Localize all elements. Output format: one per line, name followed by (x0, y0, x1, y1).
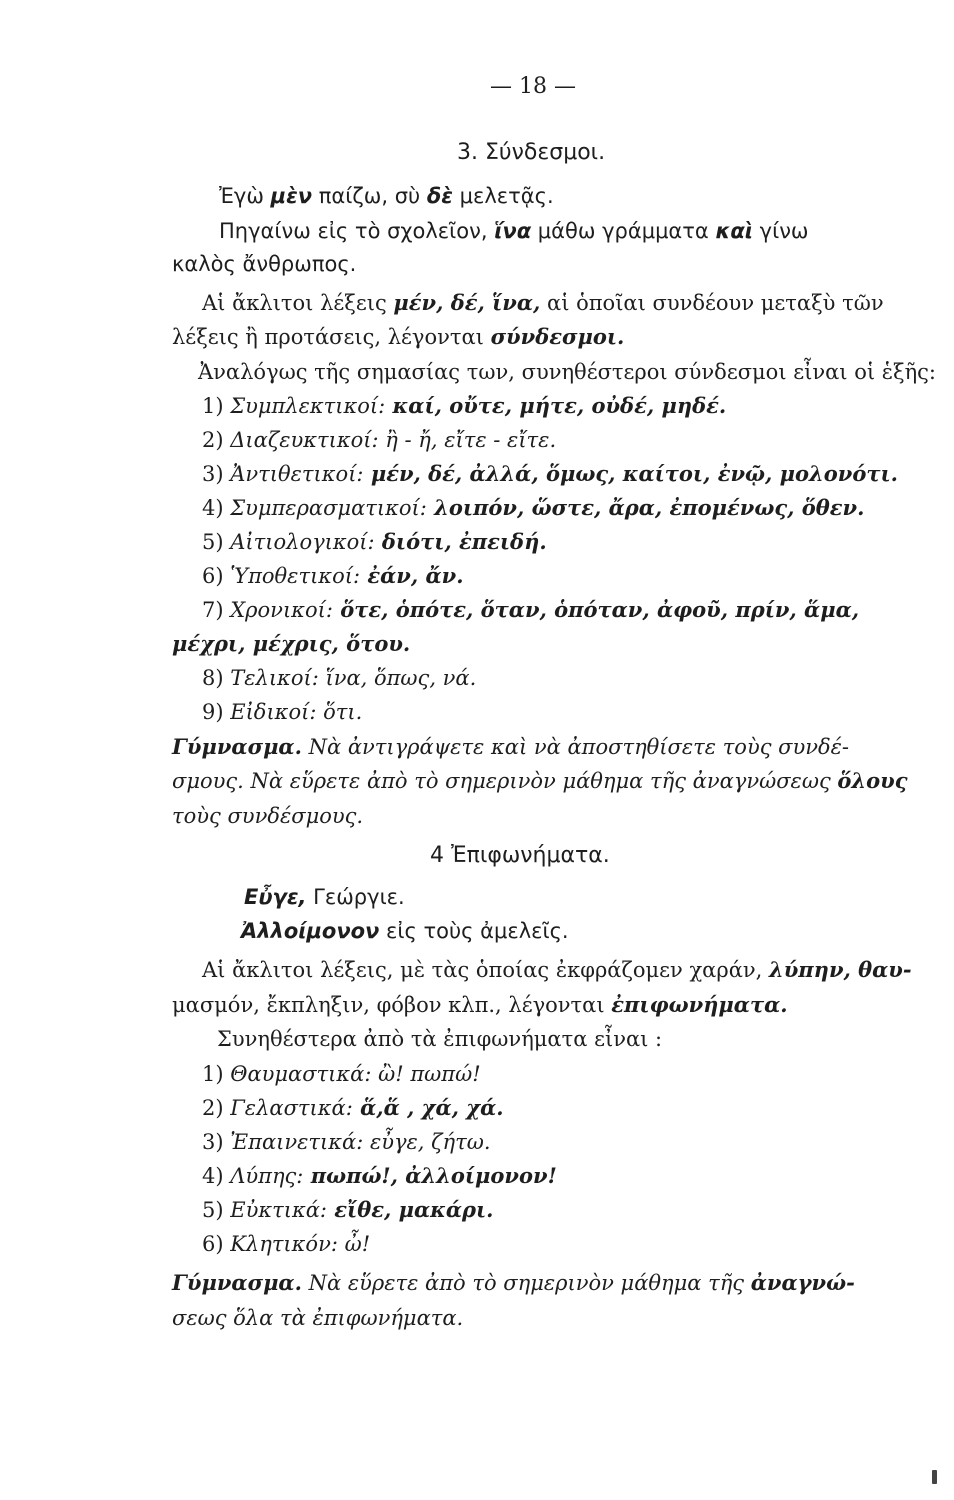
exercise-line: σεως ὅλα τὰ ἐπιφωνήματα. (172, 1306, 464, 1330)
example-line: καλὸς ἄνθρωπος. (172, 252, 357, 276)
section-4-title: 4 Ἐπιφωνήματα. (430, 843, 610, 868)
list-item: 1) Θαυμαστικά: ὢ! πωπώ! (202, 1062, 481, 1086)
intro-line: Συνηθέστερα ἀπὸ τὰ ἐπιφωνήματα εἶναι : (217, 1027, 663, 1051)
definition-line: Αἱ ἄκλιτοι λέξεις, μὲ τὰς ὁποίας ἐκφράζομεν χαράν, λύπην, θαυ- (202, 957, 912, 982)
page-number: — 18 — (490, 74, 576, 99)
list-item: 7) Χρονικοί: ὅτε, ὁπότε, ὅταν, ὁπόταν, ἀφοῦ, πρίν, ἅμα, (202, 597, 860, 622)
paper-speck (932, 1470, 937, 1484)
exercise-line: τοὺς συνδέσμους. (172, 804, 364, 828)
list-item: 6) Ὑποθετικοί: ἐάν, ἄν. (202, 563, 464, 588)
example-line: Πηγαίνω εἰς τὸ σχολεῖον, ἵνα μάθω γράμματα καὶ γίνω (219, 219, 809, 243)
list-item: 3) Ἀντιθετικοί: μέν, δέ, ἀλλά, ὅμως, καίτοι, ἐνῷ, μολονότι. (202, 461, 898, 486)
section-3-title: 3. Σύνδεσμοι. (457, 140, 606, 165)
example-line: Εὖγε, Γεώργιε. (244, 885, 405, 909)
exercise-line: Γύμνασμα. Νὰ εὕρετε ἀπὸ τὸ σημερινὸν μάθημα τῆς ἀναγνώ- (172, 1270, 855, 1295)
intro-line: Ἀναλόγως τῆς σημασίας των, συνηθέστεροι σύνδεσμοι εἶναι οἱ ἑξῆς: (198, 360, 937, 384)
definition-line: λέξεις ἢ προτάσεις, λέγονται σύνδεσμοι. (172, 324, 625, 349)
list-item: μέχρι, μέχρις, ὅτου. (172, 631, 411, 656)
list-item: 2) Γελαστικά: ἅ,ἅ , χά, χά. (202, 1095, 504, 1120)
exercise-line: σμους. Νὰ εὕρετε ἀπὸ τὸ σημερινὸν μάθημα τῆς ἀναγνώσεως ὅλους (172, 768, 908, 793)
list-item: 3) Ἐπαινετικά: εὖγε, ζήτω. (202, 1130, 491, 1154)
list-item: 6) Κλητικόν: ὦ! (202, 1232, 371, 1256)
list-item: 4) Λύπης: πωπώ!, ἀλλοίμονον! (202, 1163, 557, 1188)
list-item: 8) Τελικοί: ἵνα, ὅπως, νά. (202, 666, 477, 690)
list-item: 9) Εἰδικοί: ὅτι. (202, 700, 363, 724)
list-item: 5) Εὐκτικά: εἴθε, μακάρι. (202, 1197, 494, 1222)
definition-line: μασμόν, ἔκπληξιν, φόβον κλπ., λέγονται ἐπιφωνήματα. (172, 992, 788, 1017)
example-line: Ἀλλοίμονον εἰς τοὺς ἀμελεῖς. (241, 919, 569, 943)
definition-line: Αἱ ἄκλιτοι λέξεις μέν, δέ, ἵνα, αἱ ὁποῖαι συνδέουν μεταξὺ τῶν (202, 290, 884, 315)
list-item: 5) Αἰτιολογικοί: διότι, ἐπειδή. (202, 529, 547, 554)
list-item: 1) Συμπλεκτικοί: καί, οὔτε, μήτε, οὐδέ, μηδέ. (202, 393, 727, 418)
list-item: 2) Διαζευκτικοί: ἢ - ἤ, εἴτε - εἴτε. (202, 428, 557, 452)
list-item: 4) Συμπερασματικοί: λοιπόν, ὥστε, ἄρα, ἐπομένως, ὅθεν. (202, 495, 865, 520)
exercise-line: Γύμνασμα. Νὰ ἀντιγράψετε καὶ νὰ ἀποστηθίσετε τοὺς συνδέ- (172, 734, 850, 759)
example-line: Ἐγὼ μὲν παίζω, σὺ δὲ μελετᾷς. (219, 184, 554, 208)
